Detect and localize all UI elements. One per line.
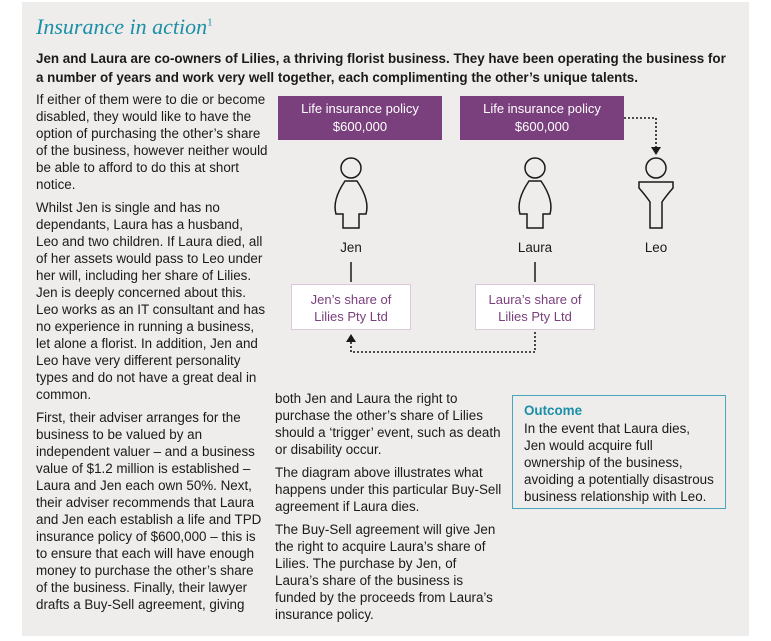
intro-paragraph: Jen and Laura are co-owners of Lilies, a thriving florist business. They have been operating the business for a number of years and work very well together, each complimenting the other’s unique talents. <box>36 51 726 85</box>
jen-policy-box <box>278 96 442 140</box>
arrow-head <box>346 334 356 342</box>
laura-share-box <box>475 284 595 330</box>
outcome-text: In the event that Laura dies, Jen would acquire full ownership of the business, avoiding a potentially disastrous business relationship with Leo. <box>524 421 714 504</box>
paragraph: The Buy-Sell agreement will give Jen the right to acquire Laura’s share of Lilies. The purchase by Jen, of Laura’s share of the business is funded by the proceeds from Laura’s insurance policy. <box>275 522 496 622</box>
person-name-leo: Leo <box>644 240 668 255</box>
arrow-head <box>651 147 661 155</box>
footnote-marker: 1 <box>207 16 213 29</box>
policy-amount: $600,000 <box>332 119 388 134</box>
jen-share-box <box>291 284 411 330</box>
paragraph: both Jen and Laura the right to purchase the other’s share of Lilies should a ‘trigger’ event, such as death or disability occur. <box>275 391 501 457</box>
policy-label: Life insurance policy <box>483 101 601 116</box>
person-name-laura: Laura <box>517 240 553 255</box>
laura-policy-box <box>460 96 624 140</box>
paragraph: First, their adviser arranges for the business to be valued by an independent valuer – and a business value of $1.2 million is established – Laura and Jen each own 50%. Next, their adviser recommends that Laura and Jen each establish a life and TPD insurance policy of $600,000 – this is to ensure that each will have enough money to purchase the other’s share of the business. Finally, their lawyer drafts a Buy-Sell agreement, giving <box>36 410 262 612</box>
share-company: Lilies Pty Ltd <box>314 309 388 324</box>
person-icon <box>519 158 551 228</box>
share-transfer-arrow <box>351 332 535 352</box>
paragraph: The diagram above illustrates what happens under this particular Buy-Sell agreement if Laura dies. <box>275 465 502 514</box>
person-icon <box>639 158 673 228</box>
share-label: Jen’s share of <box>310 292 392 307</box>
policy-amount: $600,000 <box>514 119 570 134</box>
share-label: Laura’s share of <box>488 292 582 307</box>
paragraph: If either of them were to die or become disabled, they would like to have the option of purchasing the other’s share of the business, however neither would be able to afford to do this at short notice. <box>36 92 268 192</box>
policy-label: Life insurance policy <box>301 101 419 116</box>
person-icon <box>335 158 367 228</box>
outcome-title: Outcome <box>524 403 583 418</box>
page-title: Insurance in action$^1$ <box>36 14 213 39</box>
paragraph: Whilst Jen is single and has no dependants, Laura has a husband, Leo and two children. If Laura died, all of her assets would pass to Leo under her will, including her share of Lilies. Jen is deeply concerned about this. Leo works as an IT consultant and has no experience in running a business, let alone a florist. In addition, Jen and Leo have very different personality types and do not have a great deal in common. <box>36 200 266 402</box>
share-company: Lilies Pty Ltd <box>498 309 572 324</box>
person-name-jen: Jen <box>340 240 362 255</box>
